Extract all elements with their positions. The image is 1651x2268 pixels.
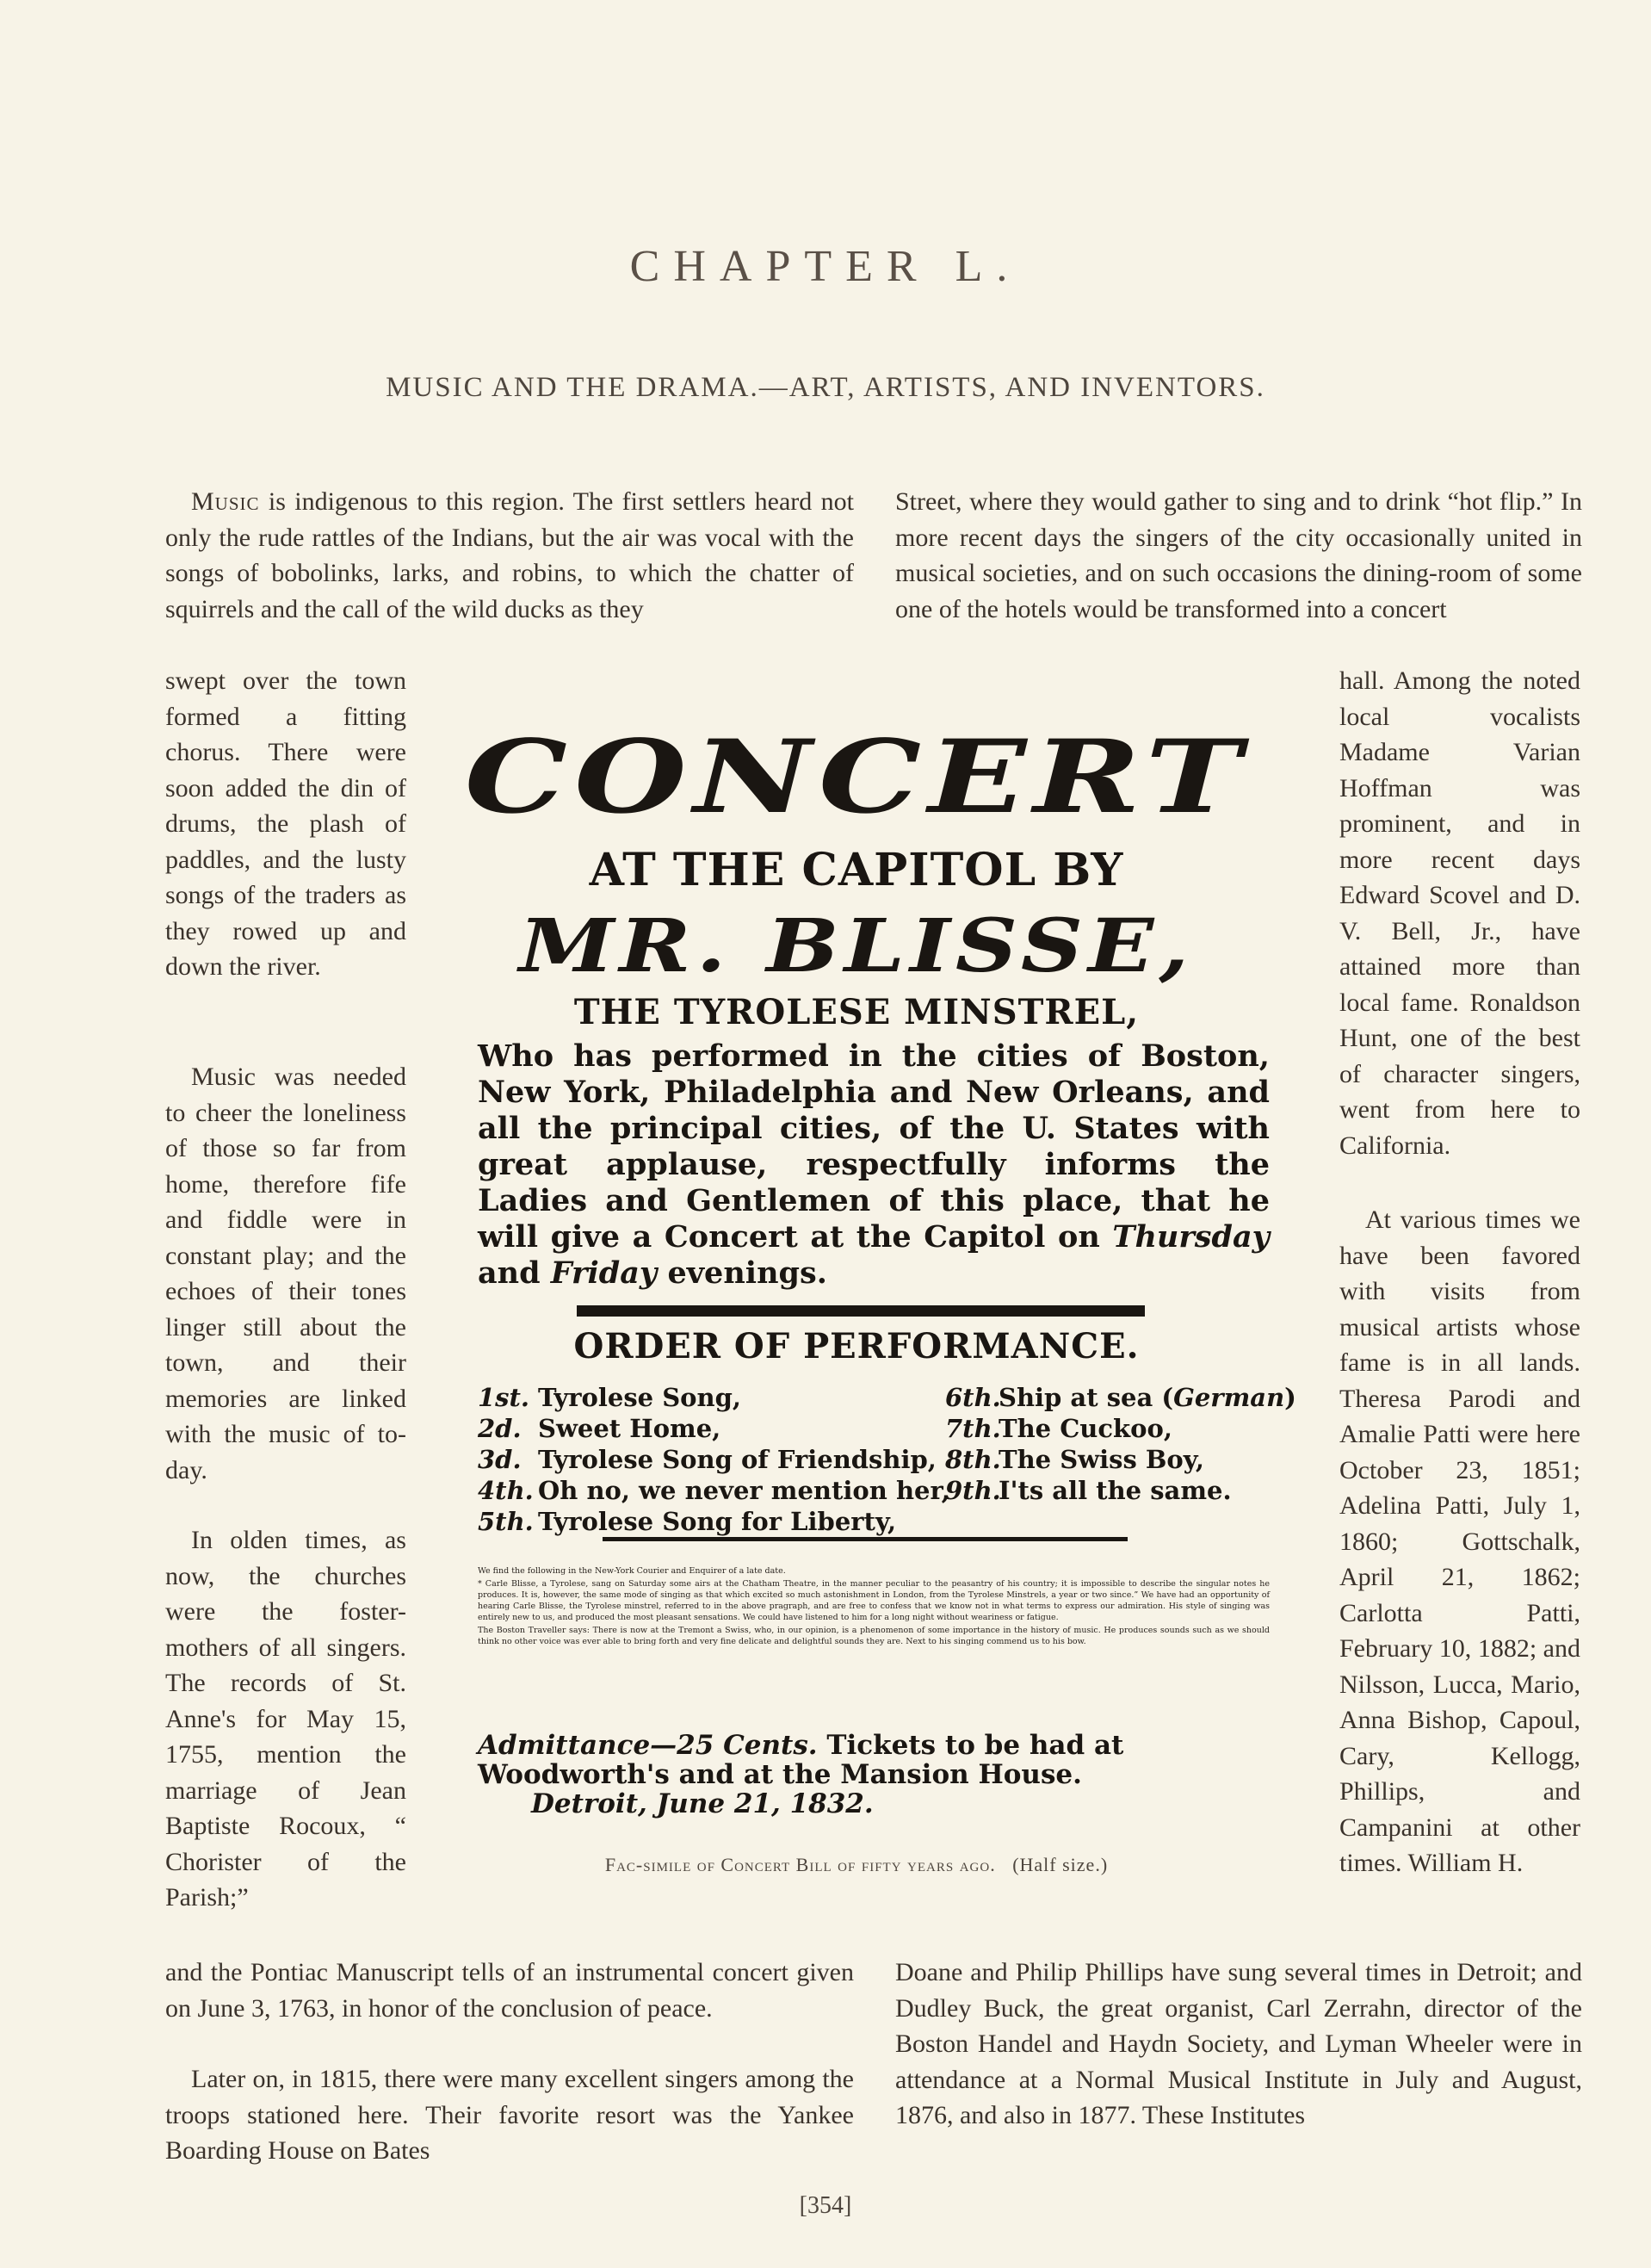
poster-concert-title: CONCERT xyxy=(464,717,1249,837)
paragraph-music-needed: Music was needed to cheer the loneliness of those so far from home, therefore fife and fiddle were in constant play; and the echoes of their tones linger still about the town, and their memories are linked with the music of to-day. xyxy=(165,1063,406,1484)
paragraph-churches: In olden times, as now, the churches were the foster-mothers of all singers. The records of St. Anne's for May 15, 1755, mention the marriage of Jean Baptiste Rocoux, “ Chorister of the Parish;” xyxy=(165,1526,406,1912)
poster-date: Detroit, June 21, 1832. xyxy=(531,1788,874,1819)
program-item: 2d. Sweet Home, xyxy=(478,1414,721,1443)
chapter-heading: CHAPTER L. xyxy=(629,242,1022,291)
program-item: 9th.I'ts all the same. xyxy=(945,1476,1232,1505)
program-item: 1st. Tyrolese Song, xyxy=(478,1383,741,1412)
poster-order-heading: ORDER OF PERFORMANCE. xyxy=(573,1326,1140,1366)
program-list-left xyxy=(478,1382,950,1537)
poster-performer-name: MR. BLISSE, xyxy=(518,902,1195,989)
paragraph-chorus: swept over the town formed a fitting chorus. There were soon added the din of drums, the plash of paddles, and the lusty songs of the traders as they rowed up and down the river. xyxy=(165,666,406,981)
chapter-subtitle: MUSIC AND THE DRAMA.—ART, ARTISTS, AND INVENTORS. xyxy=(386,372,1265,403)
paragraph-street: Street, where they would gather to sing and to drink “hot flip.” In more recent days the singers of the city occasionally united in musical societies, and on such occasions the dining-room of some one of the hotels would be transformed into a concert xyxy=(895,487,1582,623)
paragraph-artists: At various times we have been favored with visits from musical artists whose fame is in all lands. Theresa Parodi and Amalie Patti were here October 23, 1851; Adelina Patti, July 1, 1860; Gottschalk, April 21, 1862; Carlotta Patti, February 10, 1882; and Nilsson, Lucca, Mario, Anna Bishop, Capoul, Cary, Kellogg, Phillips, and Campanini at other times. William H. xyxy=(1339,1205,1580,1877)
poster-capitol-line: AT THE CAPITOL BY xyxy=(589,844,1124,896)
paragraph-doane: Doane and Philip Phillips have sung several times in Detroit; and Dudley Buck, the great organist, Carl Zerrahn, director of the Boston Handel and Haydn Society, and Lyman Wheeler were in attendance at a Normal Musical Institute in July and August, 1876, and also in 1877. These Institutes xyxy=(895,1958,1582,2129)
paragraph-intro: Music is indigenous to this region. The first settlers heard not only the rude rattles of the Indians, but the air was vocal with the songs of bobolinks, larks, and robins, to which the chatter of squirrels and the call of the wild ducks as they xyxy=(165,487,854,623)
program-item: 7th.The Cuckoo, xyxy=(945,1414,1172,1443)
program-item: 6th.Ship at sea (German) xyxy=(945,1383,1296,1412)
program-item: 8th.The Swiss Boy, xyxy=(945,1445,1204,1474)
poster-rule-thin xyxy=(603,1537,1128,1541)
program-list-right xyxy=(945,1382,1296,1506)
figure-caption: Fac-simile of Concert Bill of fifty years ago. (Half size.) xyxy=(604,1854,1109,1875)
poster-admission: Admittance—25 Cents. Tickets to be had at Woodworth's and at the Mansion House. Detroit, June 21, 1832. xyxy=(478,1731,1278,1819)
page-number: [354] xyxy=(799,2192,852,2219)
poster-tyrolese-line: THE TYROLESE MINSTREL, xyxy=(573,992,1140,1032)
program-item: 4th. Oh no, we never mention her, xyxy=(478,1476,950,1505)
drop-word: Music xyxy=(191,487,260,516)
paragraph-1815: Later on, in 1815, there were many excellent singers among the troops stationed here. Their favorite resort was the Yankee Boarding House on Bates xyxy=(165,2065,854,2165)
paragraph-local-vocalists: hall. Among the noted local vocalists Madame Varian Hoffman was prominent, and in more recent days Edward Scovel and D. V. Bell, Jr., have attained more than local fame. Ronaldson Hunt, one of the best of character singers, went from here to California. xyxy=(1339,666,1580,1160)
poster-press-notices: We find the following in the New-York Courier and Enquirer of a late date. * Carle Blisse, a Tyrolese, sang on Saturday some airs at the Chatham Theatre, in the manner peculiar to the peasantry of his country; it is impossible to describe the singular notes he produces. It is, however, the same mode of singing as that which excited so much astonishment in London, from the Tyrolese Minstrels, a year or two since.” We have had an opportunity of hearing Carle Blisse, the Tyrolese minstrel, referred to in the above pragraph, and are free to confess that we know not in what terms to express our admiration. His style of singing was entirely new to us, and produced the most pleasant sensations. We could have listened to him for a long night without weariness or fatigue. The Boston Traveller says: There is now at the Tremont a Swiss, who, in our opinion, is a phenomenon of some importance in the history of music. He produces sounds such as we should think no other voice was ever able to bring forth and very fine delicate and delightful sounds they are. Next to his singing commend us to his bow. xyxy=(478,1566,1270,1646)
program-item: 3d. Tyrolese Song of Friendship, xyxy=(478,1445,937,1474)
poster-rule-thick xyxy=(577,1305,1145,1317)
poster-announcement: Who has performed in the cities of Boston, New York, Philadelphia and New Orleans, and all the principal cities, of the U. States with great applause, respectfully informs the Ladies and Gentlemen of this place, that he will give a Concert at the Capitol on Thursday and Friday evenings. xyxy=(478,1038,1270,1291)
paragraph-pontiac: and the Pontiac Manuscript tells of an instrumental concert given on June 3, 1763, in honor of the conclusion of peace. xyxy=(165,1958,854,2023)
concert-bill-facsimile xyxy=(439,717,1296,1890)
program-item: 5th. Tyrolese Song for Liberty, xyxy=(478,1507,897,1536)
